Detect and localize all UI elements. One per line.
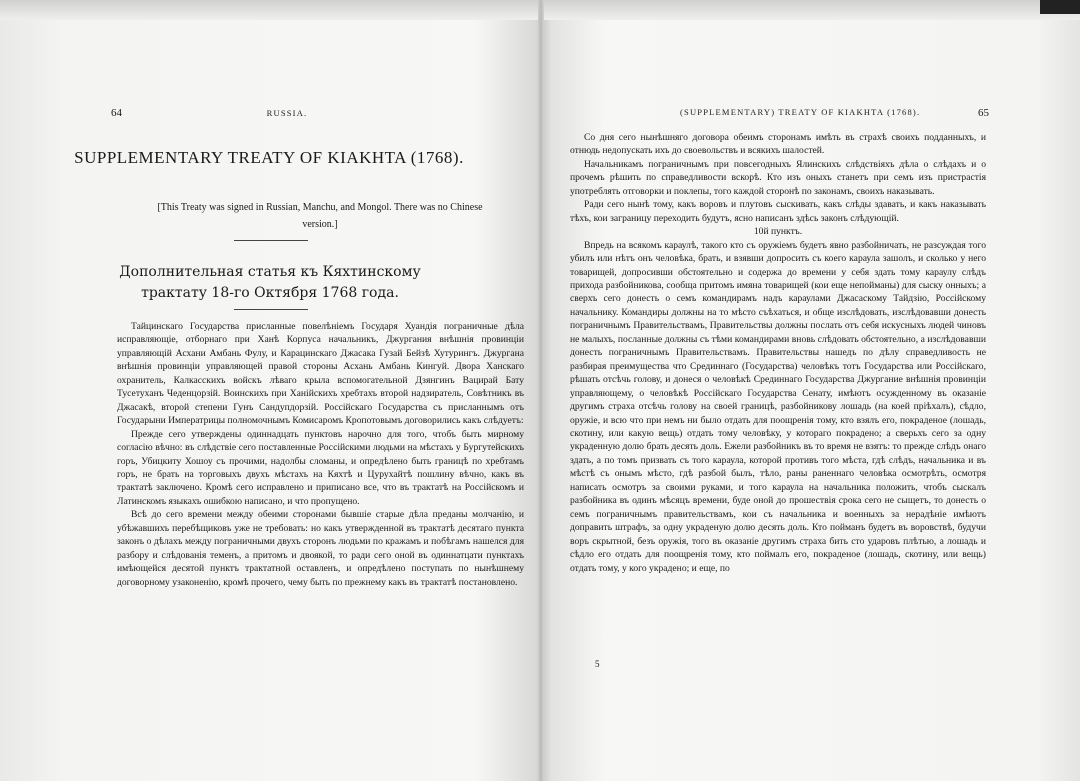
language-note: [This Treaty was signed in Russian, Manchu, and Mongol. There was no Chinese version.] <box>157 202 483 230</box>
left-page <box>0 0 538 781</box>
right-body-text <box>570 131 986 575</box>
running-head-right: (SUPPLEMENTARY) TREATY OF KIAKHTA (1768). <box>680 107 921 117</box>
paragraph: Со дня сего нынѣшняго договора обеимъ сторонамъ имѣть въ страхѣ своихъ подданныхъ, и отнюдь недопускать ихъ до своевольствъ и всякихъ шалостей. <box>570 132 986 157</box>
paragraph: Тайцинскаго Государства присланные повелѣніемъ Государя Хуандія пограничные дѣла исправляющіе, отборнаго при Ханѣ Корпуса начальникъ, Джургания внѣшнія провинціи управляющій Асхани Амбань Фулу, и Карацинскаго Джасака Гузай Бейзѣ Хутурингъ. Джургана внѣшнія провинціи управляющей правой стороны Асхань Амбань Кингуй. Двора Ханскаго охранитель, Калкасскихъ войскъ лѣваго крыла вспомогательной Дзянгинъ Вацирай Бату Тусетуханъ Чеденцорзій. Воинскихъ при Ханійскихъ хребтахъ второй надзиратель, Совѣтникъ въ Джасакѣ, второй степени Гунъ Сандупдорзій. Россійскаго Государства съ присланнымъ отъ Государыни Императрицы полномочнымъ Комисаромъ Кропотовымъ договорились какъ слѣдуетъ: <box>117 321 524 427</box>
ru-title-rule <box>234 309 308 310</box>
signature-mark: 5 <box>595 659 600 669</box>
section-heading: 10й пунктъ. <box>753 226 803 238</box>
running-head-left: RUSSIA. <box>266 108 308 118</box>
page-number-left: 64 <box>111 107 122 119</box>
left-body-text <box>117 320 524 589</box>
paragraph: Ради сего нынѣ тому, какъ воровъ и плутовъ сыскивать, какъ слѣды здавать, и какъ наказывать тѣхъ, кои заграницу переходить будутъ, ясно написанъ здѣсь законъ слѣдующій. <box>570 199 986 224</box>
page-number-right: 65 <box>978 107 989 119</box>
title-rule <box>234 240 308 241</box>
treaty-title: SUPPLEMENTARY TREATY OF KIAKHTA (1768). <box>74 148 464 167</box>
paragraph: Прежде сего утверждены одиннадцать пунктовъ нарочно для того, чтобъ быть мирному согласію вѣчно: въ слѣдствіе сего поставленные Россійскими людьми на мѣстахъ у Бургутейскихъ горъ, Убицкиту Хошоу съ прочими, надолбы сломаны, и опредѣлено быть границѣ по хребтамъ горъ, не брать на торговыхъ двухъ мѣстахъ на Кяхтѣ и Цурухайтѣ пошлину вѣчно, какъ въ трактатѣ заключено. Кромѣ сего исправлено и приписано все, что въ трактатѣ на Россійскомъ и Латинскомъ языкахъ ошибкою написано, и что пропущено. <box>117 428 524 507</box>
paragraph: Всѣ до сего времени между обеими сторонами бывшіе старые дѣла преданы молчанію, и убѣжавшихъ перебѣщиковъ уже не требовать: но какъ утвержденной въ трактатѣ десятаго пункта законъ о дѣлахъ между пограничными двухъ сторонъ людьми по кражамъ и побѣгамъ нашелся для разбору и слѣдованія теменъ, а притомъ и двоякой, то ради сего оной въ одиннатцати пунктахъ имѣющейся десятой пунктъ трактатной оставленъ, и опредѣлено поступать по нынѣшнему договорному узаконенію, кромѣ прочего, чему быть по прежнему какъ въ трактатѣ постановлено. <box>117 509 524 588</box>
russian-title: Дополнительная статья къ Кяхтинскому трактату 18-го Октября 1768 года. <box>119 264 421 301</box>
paragraph: Начальникамъ пограничнымъ при повсегодныхъ Ялинскихъ слѣдствіяхъ дѣла о слѣдахъ и о прочемъ рѣшить по справедливости вскорѣ. Кто изъ оныхъ станетъ при семъ изъ пристрастія употреблять отговорки и поклепы, того каждой сторонѣ по законамъ, своихъ наказывать. <box>570 158 986 197</box>
paragraph: Впредь на всякомъ караулѣ, такого кто съ оружіемъ будетъ явно разбойничать, не разсуждая того убилъ или нѣтъ онъ человѣка, брать, и взявши допросить съ коего караула зашолъ, и сколько у него товарищей, допросивши обстоятельно и содержа до времени у себя здать тому караулу слѣдъ прихода разбойникова, сообща притомъ имяна товарищей (кои еще непойманы) для сыску онныхъ; а сверхъ сего донесть о семъ командирамъ надъ караулами Джасаскому Тайдзію, Россійскому начальнику. Командиры должны на то мѣсто съѣхаться, и обще изслѣдовать, изслѣдовавши донесть пограничнымъ Правительствамъ, Правительствы должны послать отъ себя искусныхъ людей чиновъ не малыхъ, посланные должны съ тѣми командирами вновь слѣдовать обстоятельно, а изслѣдовавши донесть пограничнымъ Правительствамъ. Правительствы нашедъ по дѣлу справедливость не разбирая преимущества что Срединнаго (Государства) человѣкъ тотъ Государства или Россійскаго, рѣшать отсѣчь голову, и донеся о человѣкѣ Срединнаго Государства Джургание внѣшнія провинціи управляющему, о человѣкѣ Россійскаго Государства Сенату, имѣютъ осужденному въ оказаніе другимъ страха отсѣчь голову на своей границѣ, разбойникову лошадь (на коей пріѣхалъ), сѣдло, оружіе, и всю что при немъ ни было отдать для поощренія тому, кто взялъ его, покраденое (лошадь, скотину, или какую вещь) отдать тому человѣку, у котораго покрадено; а сверьхъ сего за одну украденную долю брать десять доль. Ежели разбойникъ въ то время не взятъ: то прежде слѣдъ онаго здать, а по томъ призвать съ того караула, которой противъ того мѣста, гдѣ слѣдъ, начальника и въ мѣстѣ съ онымъ мѣсто, гдѣ разбой былъ, тѣло, раны раненнаго человѣка осмотрѣть, осмотря написать осмотръ за своими руками, и того караула на начальника положить, чтобъ сыскалъ разбойника въ одинъ мѣсяцъ времени, буде оной до прошествія срока сего не сыщетъ, то донесть о семъ пограничнымъ правительствамъ, кои съ начальника и военныхъ за нерадѣніе имѣютъ доправить штрафъ, за одну украденую долю десять доль. Кто пойманъ будетъ въ воровствѣ, будучи воръ скрытной, безъ оружія, того въ оказаніе другимъ страха бить сто ударовъ плѣтью, а лошадь и сѣдло его отдать для поощренія тому, кто поймалъ его, покраденое (лошадь, скотину, или вещь) отдать тому, у кого украдено; и еще, по <box>570 239 986 574</box>
right-page <box>544 0 1080 781</box>
